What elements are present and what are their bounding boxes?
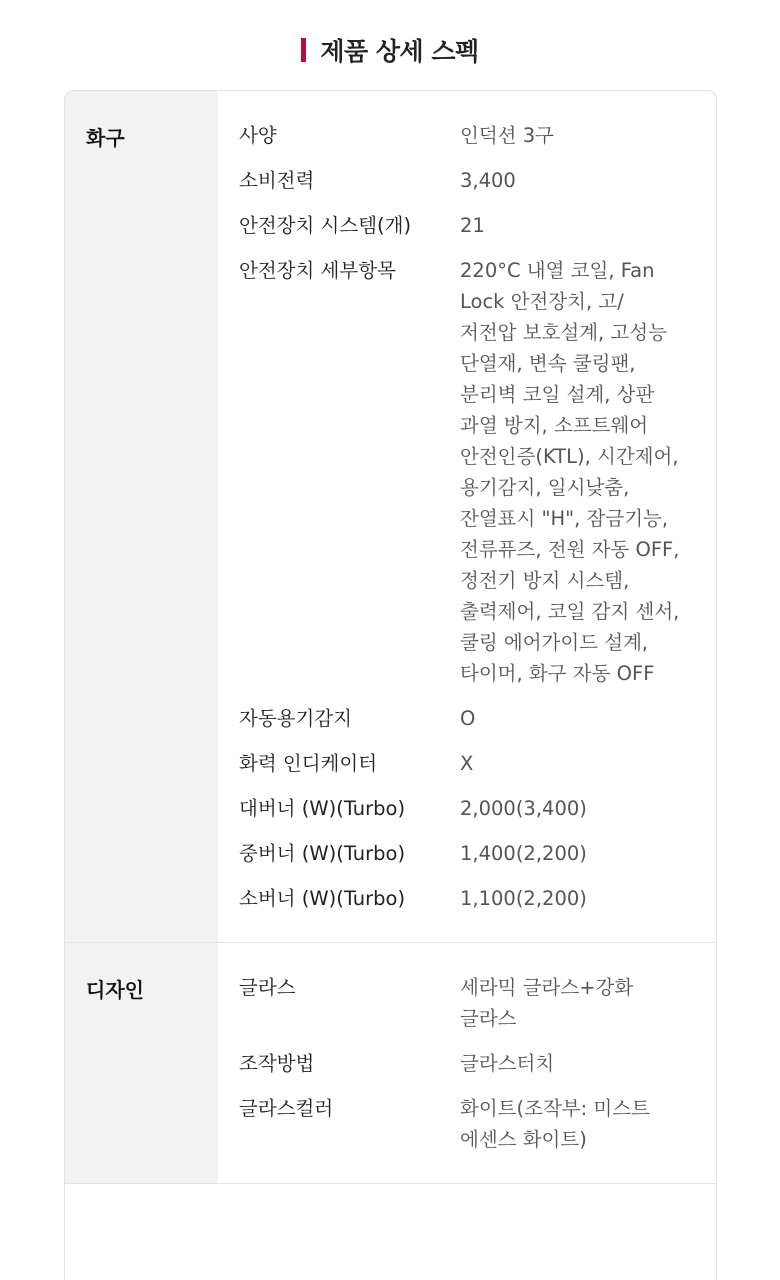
spec-label: 안전장치 세부항목 — [239, 259, 396, 282]
page-title-row — [0, 30, 780, 70]
spec-value: O — [460, 707, 476, 730]
spec-row — [218, 120, 716, 151]
spec-label: 글라스컬러 — [239, 1097, 334, 1120]
spec-value: 1,100(2,200) — [460, 887, 587, 910]
spec-label: 글라스 — [239, 976, 296, 999]
spec-value: 21 — [460, 214, 485, 237]
spec-label: 소비전력 — [239, 169, 315, 192]
spec-label: 자동용기감지 — [239, 707, 353, 730]
section-design — [65, 943, 716, 1184]
spec-label: 소버너 (W)(Turbo) — [239, 887, 406, 910]
spec-row — [218, 255, 716, 689]
spec-row — [218, 748, 716, 779]
spec-row — [218, 1093, 716, 1155]
page-title: 제품 상세 스펙 — [320, 37, 479, 66]
spec-value: 인덕션 3구 — [460, 124, 554, 147]
spec-label: 조작방법 — [239, 1052, 315, 1075]
spec-value: X — [460, 752, 474, 775]
spec-value: 2,000(3,400) — [460, 797, 587, 820]
spec-value: 3,400 — [460, 169, 516, 192]
section-rows — [218, 943, 716, 1183]
spec-row — [218, 793, 716, 824]
spec-row — [218, 1048, 716, 1079]
spec-row — [218, 210, 716, 241]
spec-value: 글라스터치 — [460, 1052, 555, 1075]
spec-row — [218, 838, 716, 869]
spec-row — [218, 703, 716, 734]
spec-value: 220°C 내열 코일, Fan Lock 안전장치, 고/저전압 보호설계, 고성능 단열재, 변속 쿨링팬, 분리벽 코일 설계, 상판 과열 방지, 소프트웨어 안전인증(KTL), 시간제어, 용기감지, 일시낮춤, 잔열표시 "H", 잠금기능, 전류퓨즈, 전원 자동 OFF, 정전기 방지 시스템, 출력제어, 코일 감지 센서, 쿨링 에어가이드 설계, 타이머, 화구 자동 OFF — [460, 259, 680, 685]
spec-label: 대버너 (W)(Turbo) — [239, 797, 406, 820]
section-burner — [65, 91, 716, 943]
section-title: 화구 — [65, 91, 218, 942]
spec-row — [218, 883, 716, 914]
spec-label: 안전장치 시스템(개) — [239, 214, 412, 237]
spec-label: 중버너 (W)(Turbo) — [239, 842, 406, 865]
spec-value: 세라믹 글라스+강화 글라스 — [460, 976, 634, 1030]
spec-value: 1,400(2,200) — [460, 842, 587, 865]
section-rows — [218, 91, 716, 942]
spec-label: 화력 인디케이터 — [239, 752, 378, 775]
spec-row — [218, 165, 716, 196]
spec-table — [64, 90, 717, 1280]
section-title: 디자인 — [65, 943, 218, 1183]
spec-value: 화이트(조작부: 미스트 에센스 화이트) — [460, 1097, 650, 1151]
title-accent-bar — [301, 38, 306, 62]
spec-label: 사양 — [239, 124, 277, 147]
spec-row — [218, 972, 716, 1034]
